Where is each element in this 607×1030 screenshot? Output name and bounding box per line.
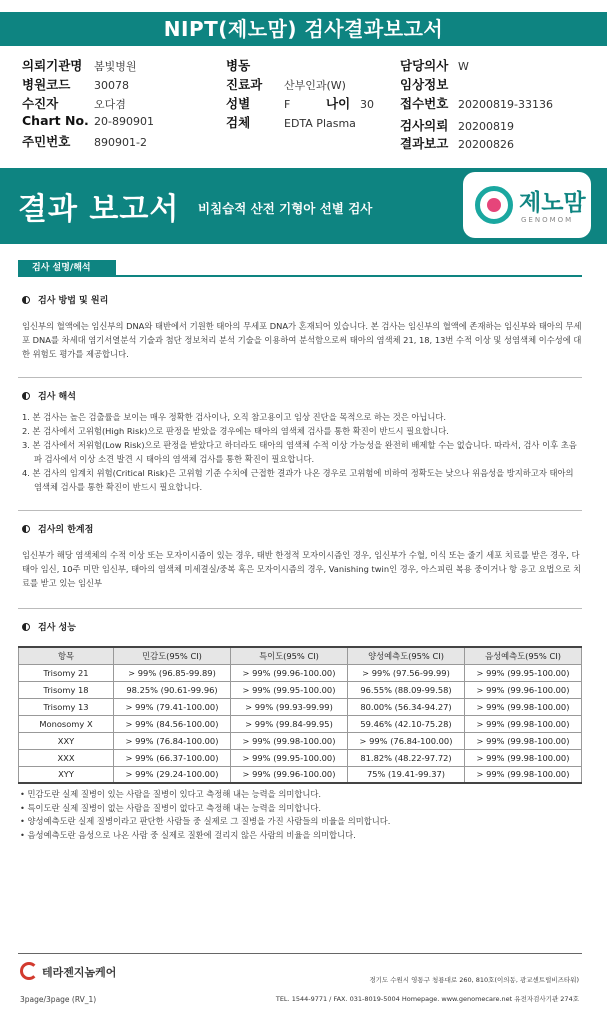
method-text: 임신부의 혈액에는 임신부의 DNA와 태반에서 기원한 태아의 무세포 DNA가 혼재되어 있습니다. 본 검사는 임신부의 혈액에 존재하는 임신부와 태아의 무세포 DNA를 차세대 염기서열분석 기술과 첨단 정보처리 분석 기술을 이용하여 분석함으로써 태아의 염색체 21, 18, 13번 수적 이상 및 성염색체 이수성에 대한 위험도 평가를 제공합니다.	[22, 321, 582, 359]
column-header: 음성예측도(95% CI)	[465, 647, 582, 664]
table-cell: > 99% (84.56-100.00)	[114, 715, 231, 732]
section-divider	[18, 275, 582, 277]
table-row	[19, 681, 582, 698]
table-cell: Trisomy 13	[19, 698, 114, 715]
sex-value: F	[284, 98, 291, 111]
institution-value: 봄빛병원	[94, 60, 137, 73]
specimen-value: EDTA Plasma	[284, 117, 356, 130]
request-date: 20200819	[458, 120, 514, 133]
note-item: • 음성예측도란 음성으로 나온 사람 중 실제로 질환에 걸리지 않은 사람의 비율을 의미합니다.	[20, 829, 356, 840]
table-row	[19, 732, 582, 749]
table-cell: > 99% (76.84-100.00)	[114, 732, 231, 749]
list-item: 2. 본 검사에서 고위험(High Risk)으로 판정을 받았을 경우에는 태아의 염색체 검사를 통한 확진이 반드시 필요합니다.	[22, 426, 449, 436]
table-cell: > 99% (99.95-100.00)	[231, 749, 348, 766]
limitations-heading-text: 검사의 한계점	[38, 525, 94, 535]
logo-text: 제노맘	[519, 190, 586, 216]
result-banner	[0, 168, 607, 244]
table-row	[19, 749, 582, 766]
table-cell: > 99% (99.84-99.95)	[231, 715, 348, 732]
id-no-value: 890901-2	[94, 136, 147, 149]
table-cell: > 99% (96.85-99.89)	[114, 664, 231, 681]
report-title: NIPT(제노맘) 검사결과보고서	[0, 12, 607, 46]
receipt-value: 20200819-33136	[458, 98, 553, 111]
doctor-label: 담당의사	[400, 58, 449, 73]
half-circle-icon	[22, 392, 30, 400]
performance-table	[18, 646, 582, 784]
half-circle-icon	[22, 296, 30, 304]
table-cell: > 99% (79.41-100.00)	[114, 698, 231, 715]
chart-no-label: Chart No.	[22, 113, 89, 128]
table-row	[19, 766, 582, 783]
report-label: 결과보고	[400, 136, 449, 151]
table-cell: XYY	[19, 766, 114, 783]
column-header: 항목	[19, 647, 114, 664]
table-row	[19, 698, 582, 715]
company-name: 테라젠지놈케어	[42, 966, 117, 979]
limitations-text: 임신부가 해당 염색체의 수적 이상 또는 모자이시즘이 있는 경우, 태반 한정적 모자이시즘인 경우, 임신부가 수혈, 이식 또는 줄기 세포 치료를 받은 경우, 다태아 임신, 10주 미만 임신부, 태아의 염색체 미세결실/중복 혹은 모자이시즘의 경우, Vanishing twin인 경우, 아스피린 복용 중이거나 항 응고 요법으로 치료를 받고 있는 임신부	[22, 550, 582, 588]
interpretation-list	[22, 410, 582, 494]
table-cell: > 99% (99.98-100.00)	[465, 715, 582, 732]
column-header: 양성예측도(95% CI)	[348, 647, 465, 664]
note-item: • 민감도란 실제 질병이 있는 사람을 질병이 있다고 측정해 내는 능력을 의미합니다.	[20, 789, 322, 799]
table-cell: > 99% (66.37-100.00)	[114, 749, 231, 766]
divider	[18, 608, 582, 609]
half-circle-icon	[22, 525, 30, 533]
sex-label: 성별	[226, 96, 251, 111]
performance-heading-text: 검사 성능	[38, 623, 76, 633]
table-row	[19, 715, 582, 732]
divider	[18, 377, 582, 378]
list-item: 1. 본 검사는 높은 검출률을 보이는 매우 정확한 검사이나, 오직 참고용이고 임상 진단을 목적으로 하는 것은 아닙니다.	[22, 412, 447, 422]
section-tab: 검사 설명/해석	[18, 260, 116, 276]
dept-label: 진료과	[226, 77, 263, 92]
divider	[18, 510, 582, 511]
table-cell: > 99% (97.56-99.99)	[348, 664, 465, 681]
receipt-label: 접수번호	[400, 96, 449, 111]
footer-divider	[18, 953, 582, 954]
request-label: 검사의뢰	[400, 118, 449, 133]
examinee-value: 오다겸	[94, 98, 126, 111]
specimen-label: 검체	[226, 115, 251, 130]
method-heading	[22, 293, 108, 306]
logo-mark-icon	[475, 186, 513, 224]
note-item: • 양성예측도란 실제 질병이라고 판단한 사람들 중 실제로 그 질병을 가진 사람들의 비율을 의미합니다.	[20, 816, 391, 826]
genomom-logo	[463, 172, 591, 238]
performance-notes	[20, 788, 580, 842]
table-cell: > 99% (99.98-100.00)	[231, 732, 348, 749]
table-cell: XXX	[19, 749, 114, 766]
table-cell: XXY	[19, 732, 114, 749]
interpretation-heading-text: 검사 해석	[38, 392, 76, 402]
performance-heading	[22, 620, 76, 633]
table-cell: > 99% (99.98-100.00)	[465, 732, 582, 749]
patient-info	[0, 54, 607, 154]
table-cell: Trisomy 18	[19, 681, 114, 698]
chart-no-value: 20-890901	[94, 115, 154, 128]
table-row	[19, 664, 582, 681]
table-cell: > 99% (99.98-100.00)	[465, 766, 582, 783]
table-cell: > 99% (76.84-100.00)	[348, 732, 465, 749]
clinical-label: 임상정보	[400, 77, 449, 92]
table-cell: 81.82% (48.22-97.72)	[348, 749, 465, 766]
table-cell: > 99% (29.24-100.00)	[114, 766, 231, 783]
table-cell: > 99% (99.96-100.00)	[231, 766, 348, 783]
list-item: 4. 본 검사의 임계치 위험(Critical Risk)은 고위험 기준 수치에 근접한 결과가 나온 경우로 고위험에 비하여 정확도는 낮으나 위음성을 방지하고자 태아의 염색체 검사를 통한 확진이 반드시 필요합니다.	[22, 468, 574, 492]
company-mark-icon	[20, 962, 38, 980]
column-header: 민감도(95% CI)	[114, 647, 231, 664]
table-cell: > 99% (99.93-99.99)	[231, 698, 348, 715]
table-cell: > 99% (99.98-100.00)	[465, 749, 582, 766]
table-cell: > 99% (99.96-100.00)	[465, 681, 582, 698]
hospital-code-label: 병원코드	[22, 77, 71, 92]
table-cell: 75% (19.41-99.37)	[348, 766, 465, 783]
interpretation-heading	[22, 389, 76, 402]
limitations-heading	[22, 522, 93, 535]
page-number: 3page/3page (RV_1)	[20, 995, 97, 1004]
company-contact: TEL. 1544-9771 / FAX. 031-8019-5004 Homepage. www.genomecare.net 유전자검사기관 274호	[275, 995, 579, 1003]
institution-label: 의뢰기관명	[22, 58, 83, 73]
ward-label: 병동	[226, 58, 251, 73]
dept-value: 산부인과(W)	[284, 79, 346, 92]
doctor-value: W	[458, 60, 469, 73]
half-circle-icon	[22, 623, 30, 631]
banner-subtitle: 비침습적 산전 기형아 선별 검사	[198, 201, 373, 216]
table-cell: Monosomy X	[19, 715, 114, 732]
table-cell: 59.46% (42.10-75.28)	[348, 715, 465, 732]
method-heading-text: 검사 방법 및 원리	[38, 296, 109, 306]
table-cell: > 99% (99.95-100.00)	[231, 681, 348, 698]
age-value: 30	[360, 98, 374, 111]
company-address: 경기도 수원시 영통구 청룡대로 260, 810호(이의동, 광교센트럴비즈타워)	[369, 976, 579, 984]
logo-subtext: GENOMOM	[521, 216, 574, 224]
table-cell: Trisomy 21	[19, 664, 114, 681]
table-cell: 80.00% (56.34-94.27)	[348, 698, 465, 715]
banner-title: 결과 보고서	[18, 192, 180, 227]
column-header: 특이도(95% CI)	[231, 647, 348, 664]
table-cell: > 99% (99.95-100.00)	[465, 664, 582, 681]
age-label: 나이	[326, 96, 351, 111]
note-item: • 특이도란 실제 질병이 없는 사람을 질병이 없다고 측정해 내는 능력을 의미합니다.	[20, 802, 322, 813]
table-cell: > 99% (99.98-100.00)	[465, 698, 582, 715]
table-cell: > 99% (99.96-100.00)	[231, 664, 348, 681]
table-header-row	[19, 647, 582, 664]
examinee-label: 수진자	[22, 96, 59, 111]
table-cell: 96.55% (88.09-99.58)	[348, 681, 465, 698]
list-item: 3. 본 검사에서 저위험(Low Risk)으로 판정을 받았다고 하더라도 태아의 염색체 수적 이상 가능성을 완전히 배제할 수는 없습니다. 따라서, 검사 이후 초음파 검사에서 이상 소견 발견 시 태아의 염색체 검사를 통한 확진이 필요합니다.	[22, 440, 577, 464]
hospital-code-value: 30078	[94, 79, 129, 92]
id-no-label: 주민번호	[22, 134, 71, 149]
table-cell: 98.25% (90.61-99.96)	[114, 681, 231, 698]
report-date: 20200826	[458, 138, 514, 151]
